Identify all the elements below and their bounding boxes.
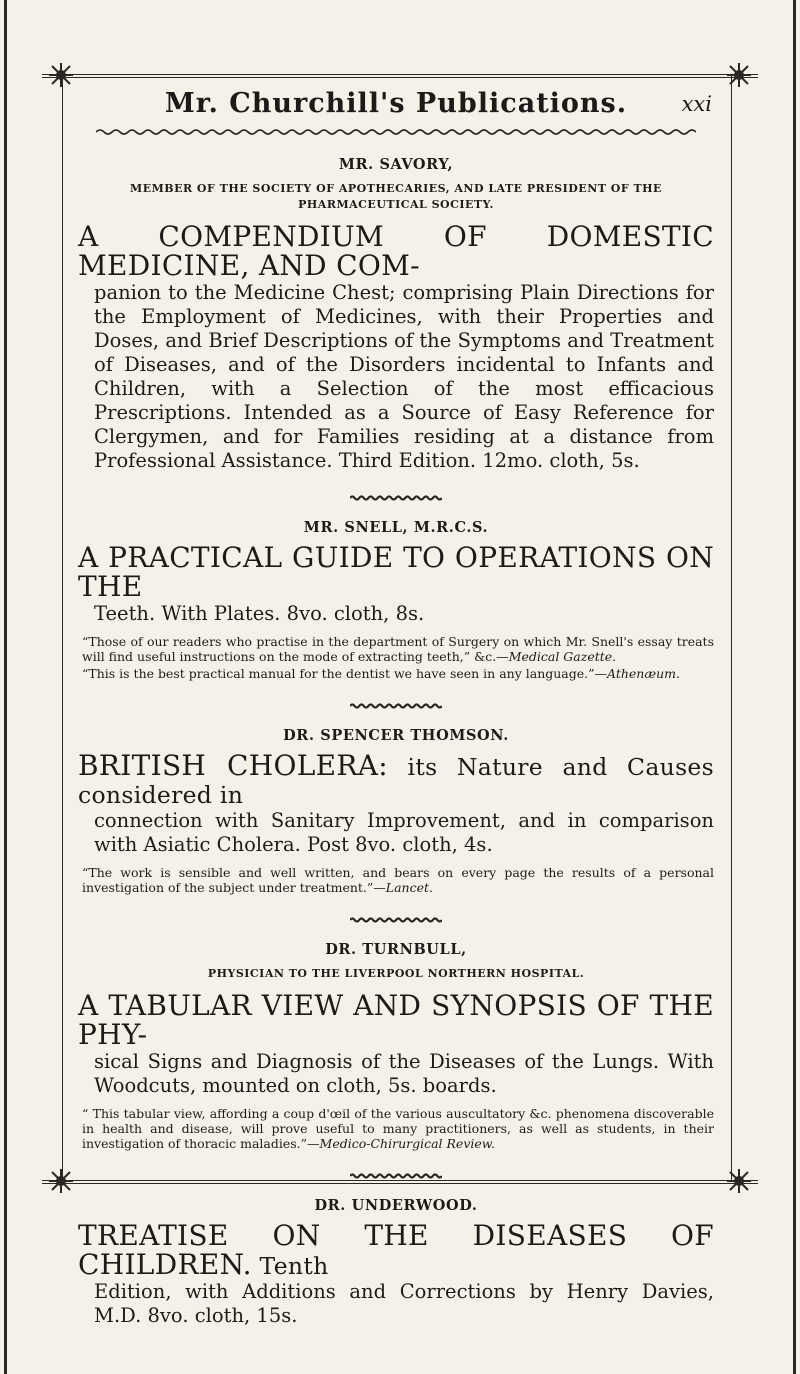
book-description: Edition, with Additions and Corrections by Henry Davies, M.D. 8vo. cloth, 15s.: [94, 1280, 714, 1327]
book-description: connection with Sanitary Improvement, and in comparison with Asiatic Cholera. Post 8vo. cloth, 4s.: [94, 809, 714, 856]
review-text: “The work is sensible and well written, and bears on every page the results of a personal investigation of the subject under treatment.”—: [82, 865, 714, 895]
ornamental-divider: [350, 495, 442, 501]
review-quote: [78, 1106, 714, 1151]
wavy-rule: [96, 128, 696, 136]
book-title: [78, 989, 714, 1051]
author-affiliation: PHYSICIAN TO THE LIVERPOOL NORTHERN HOSPITAL.: [207, 967, 585, 980]
fleuron-ornament-icon: [724, 60, 754, 90]
author-name: DR. SPENCER THOMSON.: [283, 727, 509, 744]
page-edge-right: [793, 0, 796, 1374]
book-description: panion to the Medicine Chest; comprising Plain Directions for the Employment of Medicines, with their Properties and Doses, and Brief Descriptions of the Symptoms and Treatment of Diseases, and of the Disorders incidental to Infants and Children, with a Selection of the most efficacious Prescriptions. Intended as a Source of Easy Reference for Clergymen, and for Families residing at a distance from Professional Assistance. Third Edition. 12mo. cloth, 5s.: [94, 281, 714, 472]
review-source: Medical Gazette.: [508, 649, 617, 664]
running-head: Mr. Churchill's Publications.: [164, 88, 628, 119]
book-title-lead: A TABULAR VIEW AND SYNOPSIS OF THE PHY-: [78, 989, 714, 1051]
review-source: Athenæum.: [607, 666, 680, 681]
catalogue-entry: [78, 156, 714, 473]
review-quote: [78, 666, 714, 681]
book-title: [78, 1219, 714, 1281]
fleuron-ornament-icon: [724, 1166, 754, 1196]
author-name: DR. TURNBULL,: [325, 941, 467, 958]
review-text: “Those of our readers who practise in the department of Surgery on which Mr. Snell's essay treats will find useful instructions on the mode of extracting teeth,” &c.—: [82, 634, 714, 664]
review-source: Medico-Chirurgical Review.: [319, 1136, 495, 1151]
review-source: Lancet.: [385, 880, 433, 895]
catalogue-entry: [78, 727, 714, 895]
author-name: MR. SAVORY,: [338, 156, 454, 173]
book-title-rest: its Nature and Causes considered in: [78, 753, 714, 809]
fleuron-ornament-icon: [46, 1166, 76, 1196]
fleuron-ornament-icon: [46, 60, 76, 90]
book-title-lead: BRITISH CHOLERA:: [78, 749, 389, 782]
catalogue-entry: [78, 941, 714, 1151]
book-title-lead: A COMPENDIUM OF DOMESTIC MEDICINE, AND COM-: [78, 220, 714, 282]
ornamental-divider: [350, 917, 442, 923]
review-text: “ This tabular view, affording a coup d'œil of the various auscultatory &c. phenomena discoverable in health and disease, will prove useful to many practitioners, as well as students, in their investigation of thoracic maladies.”—: [82, 1106, 714, 1151]
author-name: MR. SNELL, M.R.C.S.: [303, 519, 489, 536]
page-content: [78, 80, 714, 1328]
page-edge-left: [4, 0, 7, 1374]
book-description: Teeth. With Plates. 8vo. cloth, 8s.: [94, 602, 425, 625]
ornamental-divider: [350, 1173, 442, 1179]
book-title: [78, 220, 714, 282]
catalogue-entry: [78, 519, 714, 681]
book-title-lead: TREATISE ON THE DISEASES OF CHILDREN.: [78, 1219, 714, 1281]
book-title-rest: Tenth: [251, 1252, 329, 1280]
catalogue-entry: [78, 1197, 714, 1328]
book-description: sical Signs and Diagnosis of the Diseases of the Lungs. With Woodcuts, mounted on cloth, 5s. boards.: [94, 1050, 714, 1097]
author-affiliation: MEMBER OF THE SOCIETY OF APOTHECARIES, AND LATE PRESIDENT OF THE PHARMACEUTICAL SOCIETY.: [130, 182, 662, 211]
review-quote: [78, 865, 714, 895]
review-quote: [78, 634, 714, 664]
review-text: “This is the best practical manual for the dentist we have seen in any language.”—: [82, 666, 608, 681]
page-number: xxi: [681, 92, 712, 116]
author-name: DR. UNDERWOOD.: [314, 1197, 478, 1214]
book-title: [78, 749, 714, 809]
book-title-lead: A PRACTICAL GUIDE TO OPERATIONS ON THE: [78, 541, 714, 603]
book-title: [78, 541, 714, 603]
ornamental-divider: [350, 703, 442, 709]
running-header: [78, 80, 714, 128]
